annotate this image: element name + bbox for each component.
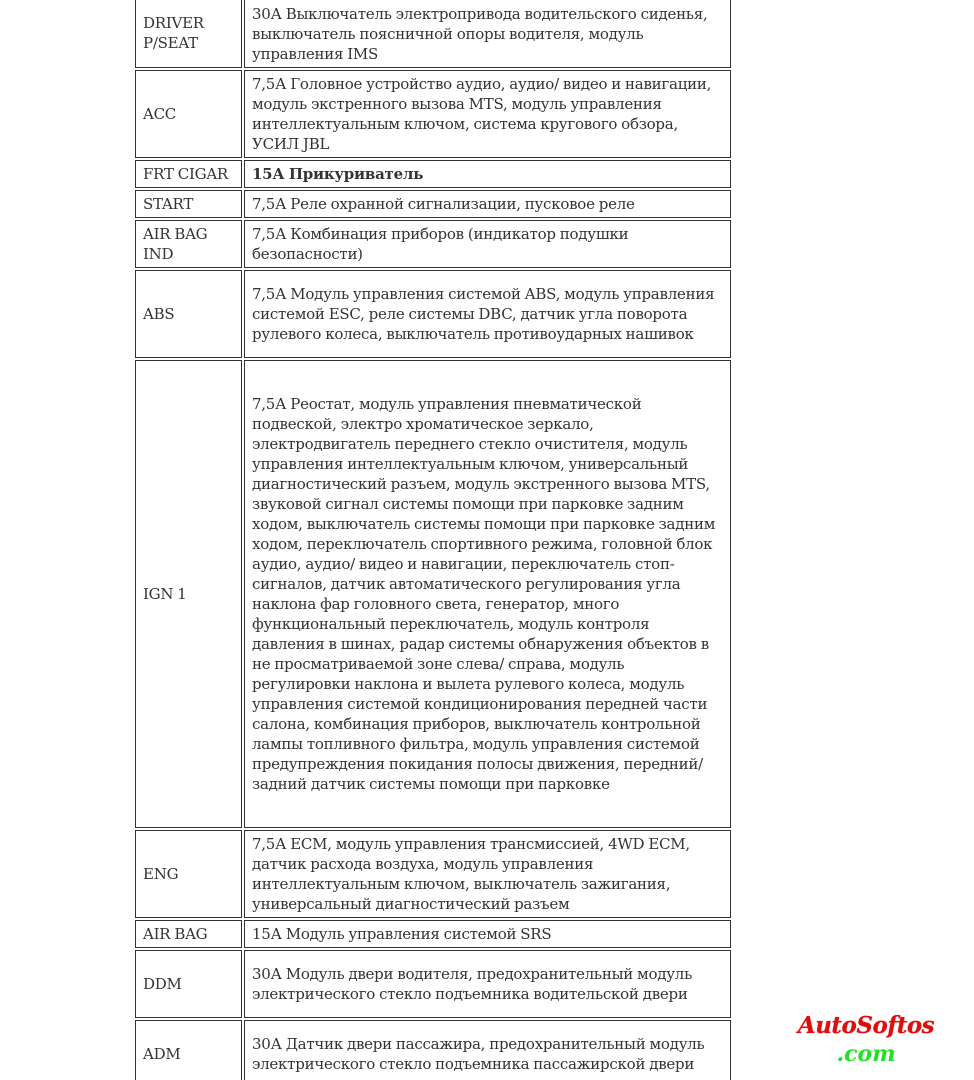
fuse-description: 7,5А Реостат, модуль управления пневматической подвеской, электро хроматическое зеркало, электродвигатель переднего стекло очистителя, модуль управления интеллектуальным ключом, универсальный диагностический разъем, модуль экстренного вызова MTS, звуковой сигнал системы помощи при парковке задним ходом, выключатель системы помощи при парковке задним ходом, переключатель спортивного режима, головной блок аудио, аудио/ видео и навигации, переключатель стоп- сигналов, датчик автоматического регулирования угла наклона фар головного света, генератор, много функциональный переключатель, модуль контроля давления в шинах, радар системы обнаружения объектов в не просматриваемой зоне слева/ справа, модуль регулировки наклона и вылета рулевого колеса, модуль управления системой кондиционирования передней части салона, комбинация приборов, выключатель контрольной лампы топливного фильтра, модуль управления системой предупреждения покидания полосы движения, передний/ задний датчик системы помощи при парковке xyxy=(244,360,731,828)
table-row xyxy=(135,0,731,68)
table-row xyxy=(135,220,731,268)
table-row xyxy=(135,1020,731,1080)
fuse-name: DDM xyxy=(135,950,242,1018)
fuse-name: AIR BAG IND xyxy=(135,220,242,268)
logo-main-text: AutoSoftos xyxy=(797,1012,935,1039)
fuse-description: 30А Модуль двери водителя, предохранительный модуль электрического стекло подъемника водительской двери xyxy=(244,950,731,1018)
fuse-name: IGN 1 xyxy=(135,360,242,828)
table-row xyxy=(135,190,731,218)
autosoftos-watermark-logo xyxy=(768,1012,964,1068)
fuse-description: 7,5А ECM, модуль управления трансмиссией, 4WD ECM, датчик расхода воздуха, модуль управления интеллектуальным ключом, выключатель зажигания, универсальный диагностический разъем xyxy=(244,830,731,918)
fuse-description: 15А Модуль управления системой SRS xyxy=(244,920,731,948)
fuse-name: ENG xyxy=(135,830,242,918)
fuse-description: 7,5А Реле охранной сигнализации, пусковое реле xyxy=(244,190,731,218)
table-row xyxy=(135,830,731,918)
logo-sub-text: .com xyxy=(836,1041,896,1067)
fuse-description: 30А Выключатель электропривода водительского сиденья, выключатель поясничной опоры водителя, модуль управления IMS xyxy=(244,0,731,68)
table-row xyxy=(135,70,731,158)
fuse-name: ACC xyxy=(135,70,242,158)
fuse-name: ADM xyxy=(135,1020,242,1080)
fuse-name: ABS xyxy=(135,270,242,358)
fuse-name: DRIVER P/SEAT xyxy=(135,0,242,68)
fuse-table xyxy=(133,0,733,1080)
fuse-description: 30А Датчик двери пассажира, предохранительный модуль электрического стекло подъемника пассажирской двери xyxy=(244,1020,731,1080)
fuse-name: START xyxy=(135,190,242,218)
fuse-description: 7,5А Комбинация приборов (индикатор подушки безопасности) xyxy=(244,220,731,268)
fuse-name: AIR BAG xyxy=(135,920,242,948)
table-row xyxy=(135,920,731,948)
fuse-description: 7,5А Головное устройство аудио, аудио/ видео и навигации, модуль экстренного вызова MTS, модуль управления интеллектуальным ключом, система кругового обзора, УСИЛ JBL xyxy=(244,70,731,158)
table-row xyxy=(135,160,731,188)
fuse-description: 7,5А Модуль управления системой ABS, модуль управления системой ESC, реле системы DBC, датчик угла поворота рулевого колеса, выключатель противоударных нашивок xyxy=(244,270,731,358)
table-row xyxy=(135,950,731,1018)
table-row xyxy=(135,360,731,828)
table-row xyxy=(135,270,731,358)
fuse-description: 15А Прикуриватель xyxy=(244,160,731,188)
fuse-name: FRT CIGAR xyxy=(135,160,242,188)
